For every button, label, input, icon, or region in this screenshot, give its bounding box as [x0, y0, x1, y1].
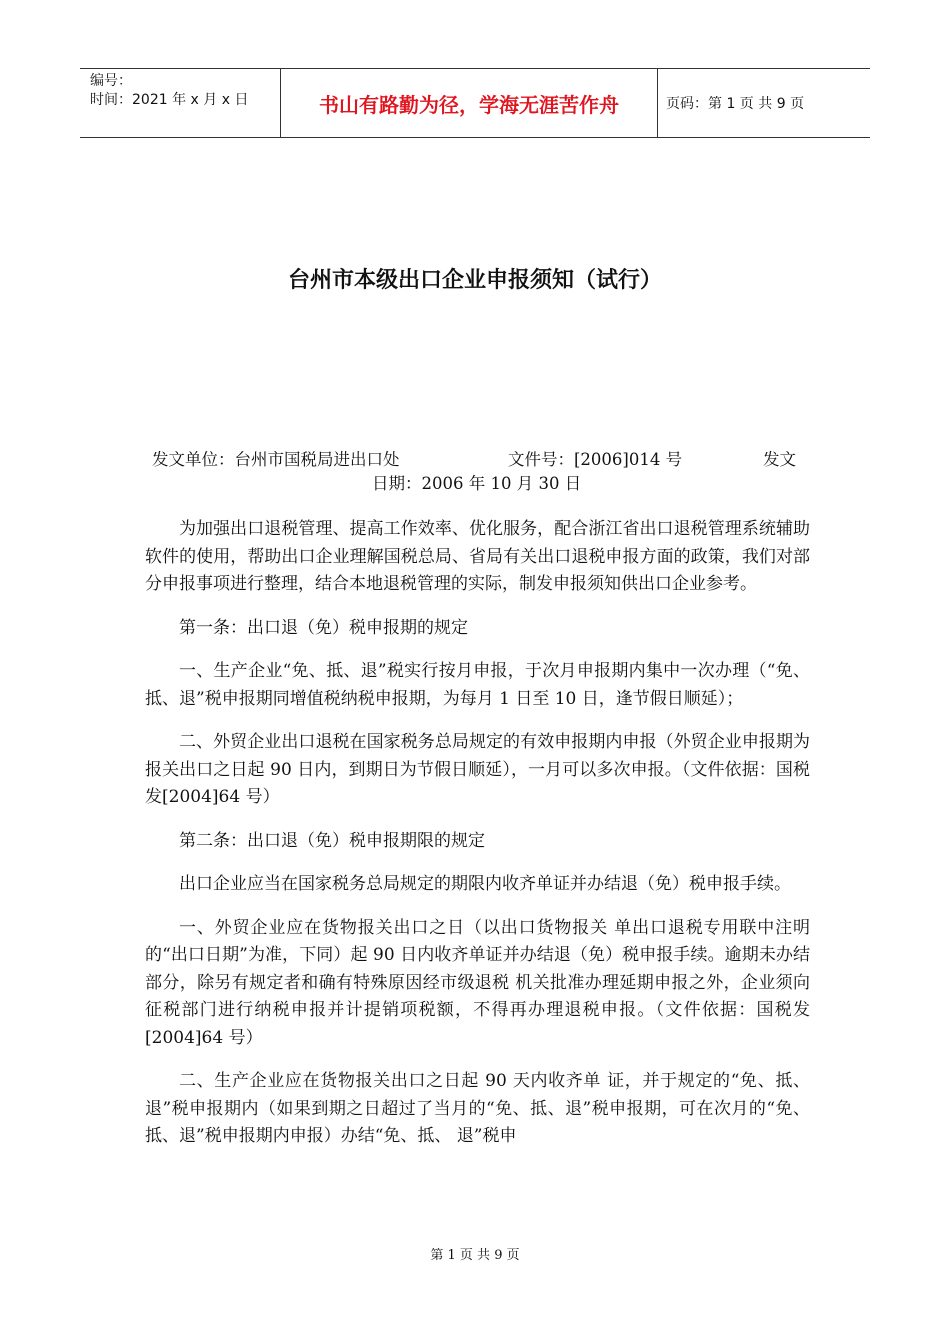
paragraph: 为加强出口退税管理、提高工作效率、优化服务，配合浙江省出口退税管理系统辅助软件的使用，帮助出口企业理解国税总局、省局有关出口退税申报方面的政策，我们对部分申报事项进行整理，结合本地退税管理的实际，制发申报须知供出口企业参考。	[145, 519, 810, 594]
page-footer: 第 1 页 共 9 页	[430, 1248, 520, 1263]
issue-date: 日期：2006 年 10 月 30 日	[372, 474, 582, 493]
motto-text: 书山有路勤为径，学海无涯苦作舟	[281, 69, 658, 137]
paragraph: 出口企业应当在国家税务总局规定的期限内收齐单证并办结退（免）税申报手续。	[179, 874, 791, 894]
document-title: 台州市本级出口企业申报须知（试行）	[287, 268, 662, 293]
section-heading: 第二条：出口退（免）税申报期限的规定	[179, 830, 485, 851]
date-label-prefix: 发文	[763, 450, 796, 469]
paragraph: 二、外贸企业出口退税在国家税务总局规定的有效申报期内申报（外贸企业申报期为报关出口之日起 90 日内，到期日为节假日顺延），一月可以多次申报。（文件依据：国税发[2004]64 号）	[145, 732, 810, 807]
file-number: 文件号：[2006]014 号	[508, 450, 683, 469]
issuer: 发文单位：台州市国税局进出口处	[152, 450, 400, 469]
paragraph: 二、生产企业应在货物报关出口之日起 90 天内收齐单 证，并于规定的“免、抵、退”税申报期内（如果到期之日超过了当月的“免、抵、退”税申报期，可在次月的“免、抵、退”税申报期内申报）办结“免、抵、 退”税申	[145, 1071, 810, 1146]
header-left-cell	[80, 69, 281, 137]
page-info: 页码：第 1 页 共 9 页	[666, 96, 805, 112]
paragraph: 一、生产企业“免、抵、退”税实行按月申报，于次月申报期内集中一次办理（“免、抵、退”税申报期同增值税纳税申报期，为每月 1 日至 10 日，逢节假日顺延）；	[145, 661, 810, 709]
section-heading: 第一条：出口退（免）税申报期的规定	[179, 617, 468, 638]
document-body	[145, 516, 810, 1167]
header-table	[80, 68, 870, 138]
number-label: 编号：	[90, 73, 132, 89]
time-label: 时间：2021 年 x 月 x 日	[90, 92, 249, 108]
paragraph: 一、外贸企业应在货物报关出口之日（以出口货物报关 单出口退税专用联中注明的“出口日期”为准，下同）起 90 日内收齐单证并办结退（免）税申报手续。逾期未办结部分，除另有规定者和确有特殊原因经市级退税 机关批准办理延期申报之外，企业须向征税部门进行纳税申报并计提销项税额，不得再办理退税申报。（文件依据：国税发[2004]64 号）	[145, 917, 810, 1048]
